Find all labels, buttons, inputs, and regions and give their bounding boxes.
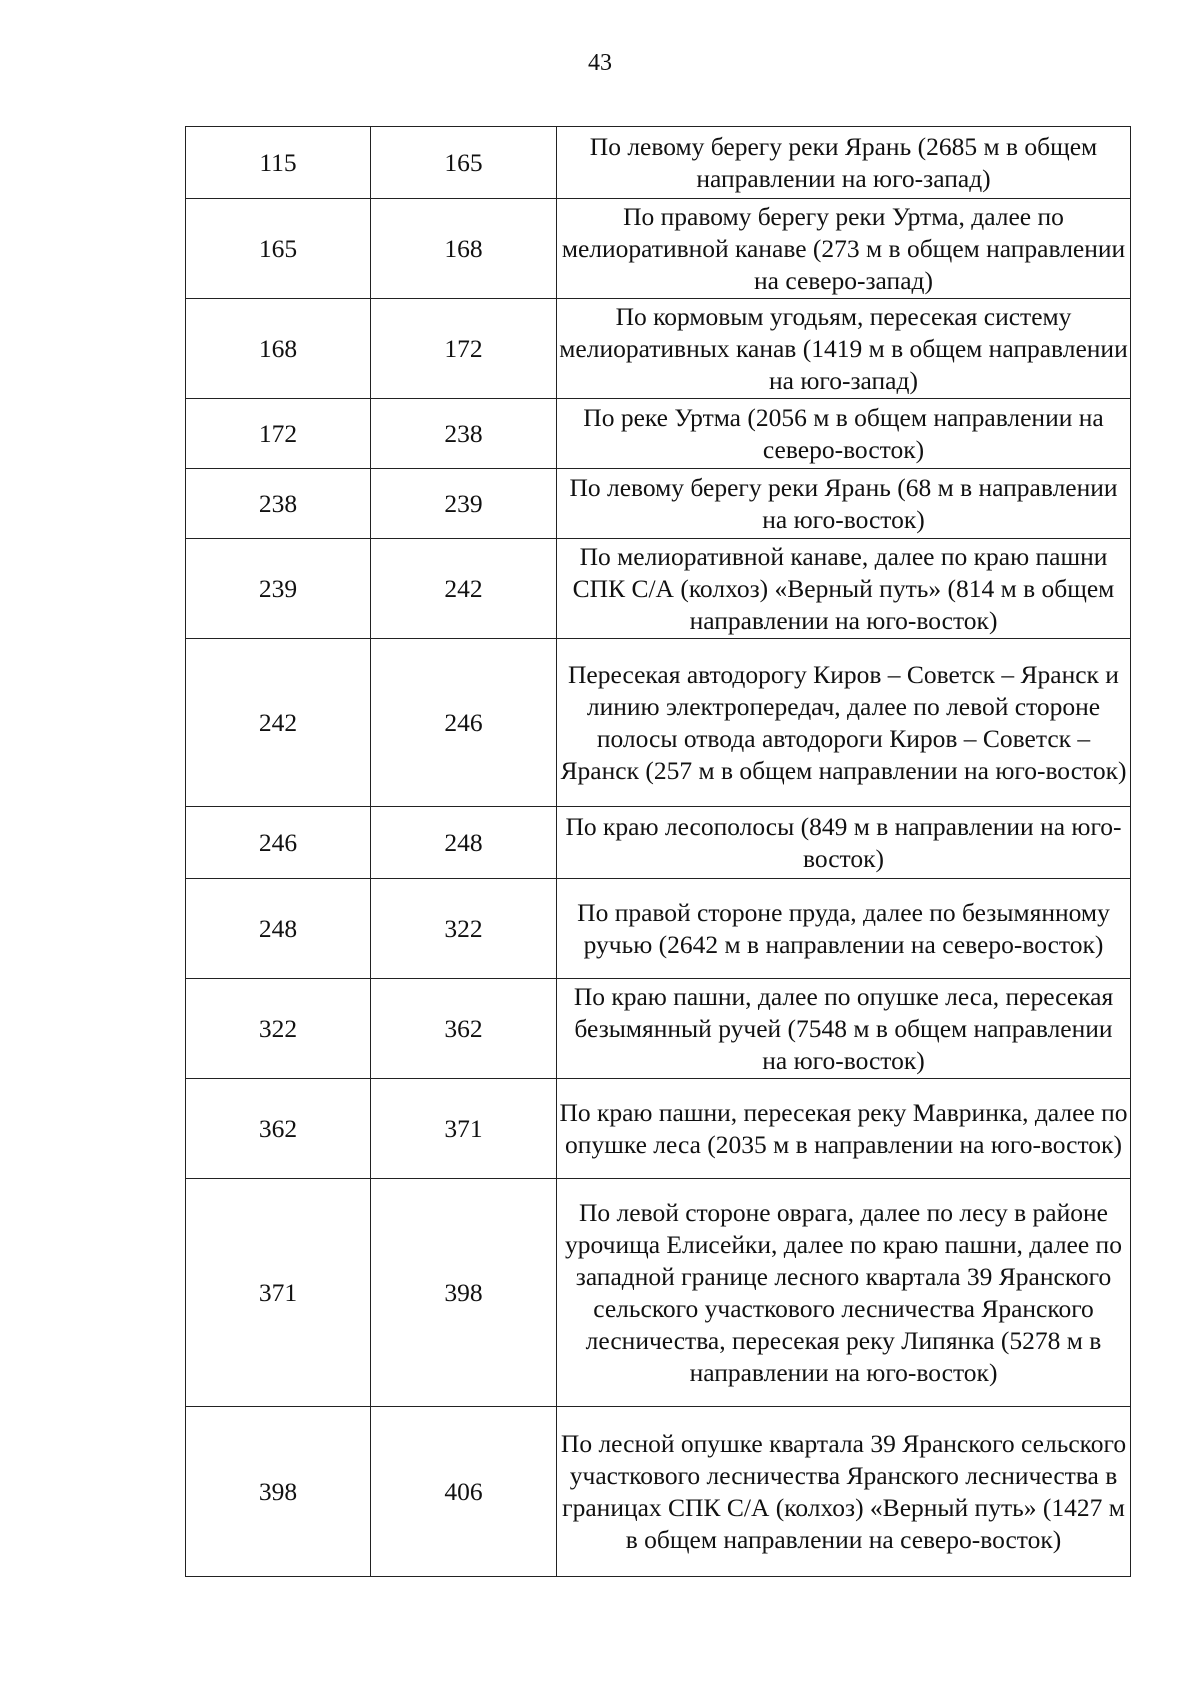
description-cell: По краю лесополосы (849 м в направлении на юго-восток): [557, 807, 1131, 879]
to-point-cell: 371: [371, 1079, 557, 1179]
to-point-cell: 165: [371, 127, 557, 199]
table-row: [186, 399, 1131, 469]
page-number: 43: [588, 50, 612, 76]
description-cell: По мелиоративной канаве, далее по краю пашни СПК С/А (колхоз) «Верный путь» (814 м в общем направлении на юго-восток): [557, 539, 1131, 639]
to-point-cell: 246: [371, 639, 557, 807]
from-point-cell: 362: [186, 1079, 371, 1179]
table-row: [186, 979, 1131, 1079]
description-cell: По левому берегу реки Ярань (68 м в направлении на юго-восток): [557, 469, 1131, 539]
to-point-cell: 406: [371, 1407, 557, 1577]
from-point-cell: 239: [186, 539, 371, 639]
to-point-cell: 248: [371, 807, 557, 879]
to-point-cell: 238: [371, 399, 557, 469]
table-row: [186, 639, 1131, 807]
from-point-cell: 115: [186, 127, 371, 199]
from-point-cell: 322: [186, 979, 371, 1079]
to-point-cell: 242: [371, 539, 557, 639]
from-point-cell: 246: [186, 807, 371, 879]
description-cell: По краю пашни, далее по опушке леса, пересекая безымянный ручей (7548 м в общем направлении на юго-восток): [557, 979, 1131, 1079]
table-row: [186, 807, 1131, 879]
table-row: [186, 1179, 1131, 1407]
description-cell: По кормовым угодьям, пересекая систему мелиоративных канав (1419 м в общем направлении на юго-запад): [557, 299, 1131, 399]
table-row: [186, 879, 1131, 979]
description-cell: По реке Уртма (2056 м в общем направлении на северо-восток): [557, 399, 1131, 469]
from-point-cell: 248: [186, 879, 371, 979]
to-point-cell: 362: [371, 979, 557, 1079]
description-cell: Пересекая автодорогу Киров – Советск – Яранск и линию электропередач, далее по левой стороне полосы отвода автодороги Киров – Советск – Яранск (257 м в общем направлении на юго-восток): [557, 639, 1131, 807]
from-point-cell: 172: [186, 399, 371, 469]
table-row: [186, 199, 1131, 299]
description-cell: По левой стороне оврага, далее по лесу в районе урочища Елисейки, далее по краю пашни, далее по западной границе лесного квартала 39 Яранского сельского участкового лесничества Яранского лесничества, пересекая реку Липянка (5278 м в направлении на юго-восток): [557, 1179, 1131, 1407]
to-point-cell: 398: [371, 1179, 557, 1407]
table-row: [186, 469, 1131, 539]
description-cell: По лесной опушке квартала 39 Яранского сельского участкового лесничества Яранского лесничества в границах СПК С/А (колхоз) «Верный путь» (1427 м в общем направлении на северо-восток): [557, 1407, 1131, 1577]
from-point-cell: 168: [186, 299, 371, 399]
to-point-cell: 168: [371, 199, 557, 299]
table-row: [186, 299, 1131, 399]
boundary-table: [185, 126, 1131, 1577]
table-row: [186, 539, 1131, 639]
from-point-cell: 398: [186, 1407, 371, 1577]
from-point-cell: 371: [186, 1179, 371, 1407]
description-cell: По правой стороне пруда, далее по безымянному ручью (2642 м в направлении на северо-восток): [557, 879, 1131, 979]
to-point-cell: 172: [371, 299, 557, 399]
from-point-cell: 242: [186, 639, 371, 807]
from-point-cell: 165: [186, 199, 371, 299]
table-row: [186, 1407, 1131, 1577]
description-cell: По левому берегу реки Ярань (2685 м в общем направлении на юго-запад): [557, 127, 1131, 199]
to-point-cell: 239: [371, 469, 557, 539]
table-row: [186, 1079, 1131, 1179]
to-point-cell: 322: [371, 879, 557, 979]
table-row: [186, 127, 1131, 199]
description-cell: По краю пашни, пересекая реку Мавринка, далее по опушке леса (2035 м в направлении на юго-восток): [557, 1079, 1131, 1179]
from-point-cell: 238: [186, 469, 371, 539]
description-cell: По правому берегу реки Уртма, далее по мелиоративной канаве (273 м в общем направлении на северо-запад): [557, 199, 1131, 299]
